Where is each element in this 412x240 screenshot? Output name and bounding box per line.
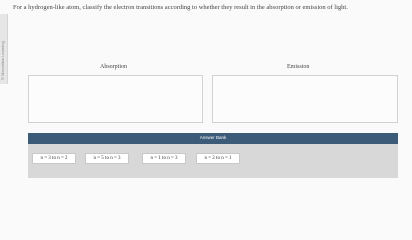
emission-drop-zone[interactable] bbox=[212, 75, 398, 123]
answer-bank-header bbox=[28, 133, 398, 144]
macmillan-side-tab bbox=[0, 14, 8, 84]
question-text: For a hydrogen-like atom, classify the electron transitions according to whether they result in the absorption or emission of light. bbox=[13, 4, 348, 11]
side-tab-label: © Macmillan Learning bbox=[0, 41, 5, 80]
answer-bank-title: Answer Bank bbox=[199, 135, 227, 140]
transition-tile[interactable]: n = 1 to n = 3 bbox=[142, 153, 186, 164]
transition-tile[interactable]: n = 2 to n = 1 bbox=[196, 153, 240, 164]
transition-tile[interactable]: n = 3 to n = 2 bbox=[32, 153, 76, 164]
absorption-drop-zone[interactable] bbox=[28, 75, 203, 123]
absorption-label: Absorption bbox=[100, 64, 127, 70]
emission-label: Emission bbox=[287, 64, 310, 70]
transition-tile[interactable]: n = 5 to n = 3 bbox=[85, 153, 129, 164]
